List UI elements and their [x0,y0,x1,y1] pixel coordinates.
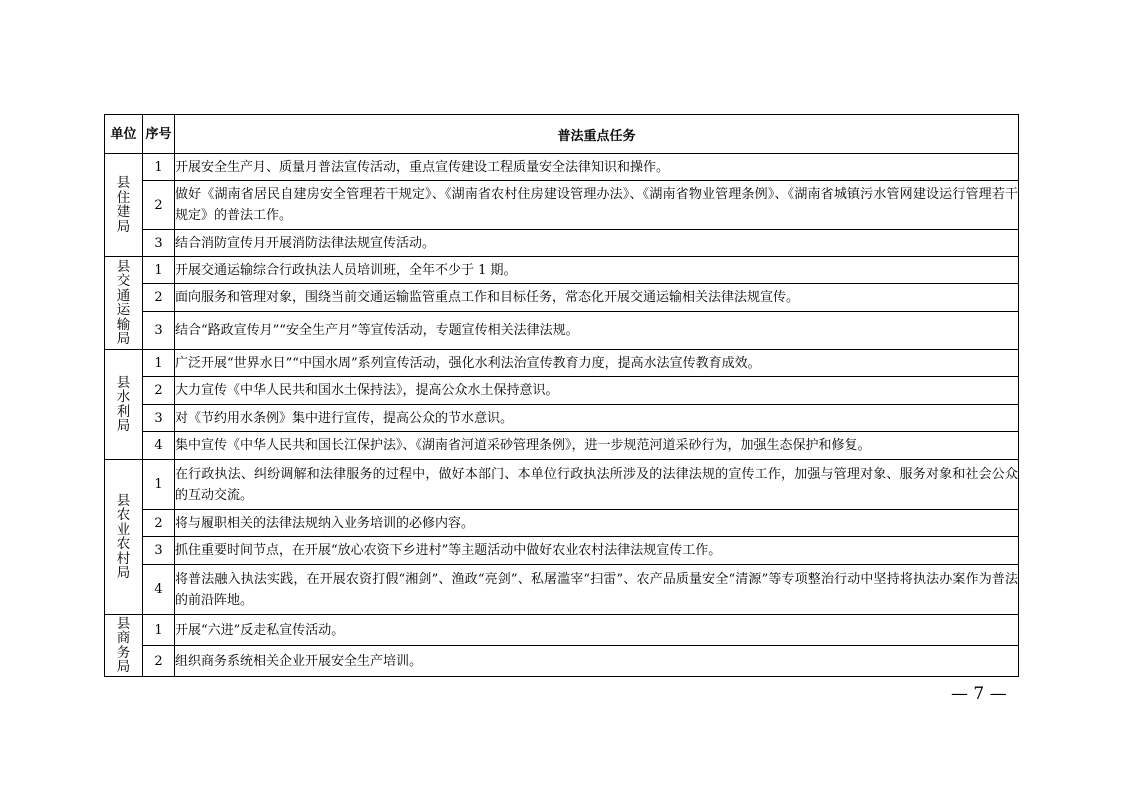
header-unit: 单位 [105,115,143,154]
task-table [104,114,1019,677]
number-cell: 1 [143,257,175,284]
table-row [105,257,1019,284]
task-cell: 抓住重要时间节点，在开展“放心农资下乡进村”等主题活动中做好农业农村法律法规宣传工作。 [175,537,1019,565]
number-cell: 2 [143,510,175,537]
table-row [105,432,1019,460]
number-cell: 1 [143,460,175,510]
header-number: 序号 [143,115,175,154]
task-cell: 开展交通运输综合行政执法人员培训班，全年不少于 1 期。 [175,257,1019,284]
task-cell: 开展“六进”反走私宣传活动。 [175,615,1019,646]
number-cell: 2 [143,284,175,312]
number-cell: 2 [143,181,175,230]
unit-cell: 县水利局 [105,350,143,460]
table-row [105,615,1019,646]
table-header-row [105,115,1019,154]
unit-cell: 县住建局 [105,154,143,257]
table-row [105,312,1019,350]
task-cell: 对《节约用水条例》集中进行宣传，提高公众的节水意识。 [175,405,1019,432]
task-cell: 集中宣传《中华人民共和国长江保护法》、《湖南省河道采砂管理条例》，进一步规范河道采砂行为，加强生态保护和修复。 [175,432,1019,460]
task-cell: 在行政执法、纠纷调解和法律服务的过程中，做好本部门、本单位行政执法所涉及的法律法规的宣传工作，加强与管理对象、服务对象和社会公众的互动交流。 [175,460,1019,510]
number-cell: 1 [143,350,175,377]
table-row [105,154,1019,181]
table-row [105,510,1019,537]
number-cell: 1 [143,615,175,646]
task-cell: 大力宣传《中华人民共和国水土保持法》，提高公众水土保持意识。 [175,377,1019,405]
task-cell: 组织商务系统相关企业开展安全生产培训。 [175,646,1019,677]
number-cell: 4 [143,432,175,460]
unit-cell: 县交通运输局 [105,257,143,350]
number-cell: 3 [143,230,175,257]
table-row [105,565,1019,615]
number-cell: 1 [143,154,175,181]
number-cell: 3 [143,537,175,565]
table-row [105,405,1019,432]
table-row [105,460,1019,510]
task-cell: 结合消防宣传月开展消防法律法规宣传活动。 [175,230,1019,257]
number-cell: 3 [143,405,175,432]
unit-cell: 县商务局 [105,615,143,677]
table-row [105,377,1019,405]
number-cell: 2 [143,646,175,677]
number-cell: 2 [143,377,175,405]
task-cell: 将普法融入执法实践，在开展农资打假“湘剑”、渔政“亮剑”、私屠滥宰“扫雷”、农产品质量安全“清源”等专项整治行动中坚持将执法办案作为普法的前沿阵地。 [175,565,1019,615]
page-number: — 7 — [951,684,1007,704]
number-cell: 4 [143,565,175,615]
table-row [105,537,1019,565]
number-cell: 3 [143,312,175,350]
table-row [105,230,1019,257]
unit-cell: 县农业农村局 [105,460,143,615]
table-row [105,646,1019,677]
task-cell: 结合“路政宣传月”“安全生产月”等宣传活动，专题宣传相关法律法规。 [175,312,1019,350]
task-cell: 将与履职相关的法律法规纳入业务培训的必修内容。 [175,510,1019,537]
task-cell: 面向服务和管理对象，围绕当前交通运输监管重点工作和目标任务，常态化开展交通运输相关法律法规宣传。 [175,284,1019,312]
table-row [105,350,1019,377]
task-cell: 开展安全生产月、质量月普法宣传活动，重点宣传建设工程质量安全法律知识和操作。 [175,154,1019,181]
task-cell: 做好《湖南省居民自建房安全管理若干规定》、《湖南省农村住房建设管理办法》、《湖南省物业管理条例》、《湖南省城镇污水管网建设运行管理若干规定》的普法工作。 [175,181,1019,230]
table-row [105,181,1019,230]
header-task: 普法重点任务 [175,115,1019,154]
table-row [105,284,1019,312]
task-cell: 广泛开展“世界水日”“中国水周”系列宣传活动，强化水利法治宣传教育力度，提高水法宣传教育成效。 [175,350,1019,377]
